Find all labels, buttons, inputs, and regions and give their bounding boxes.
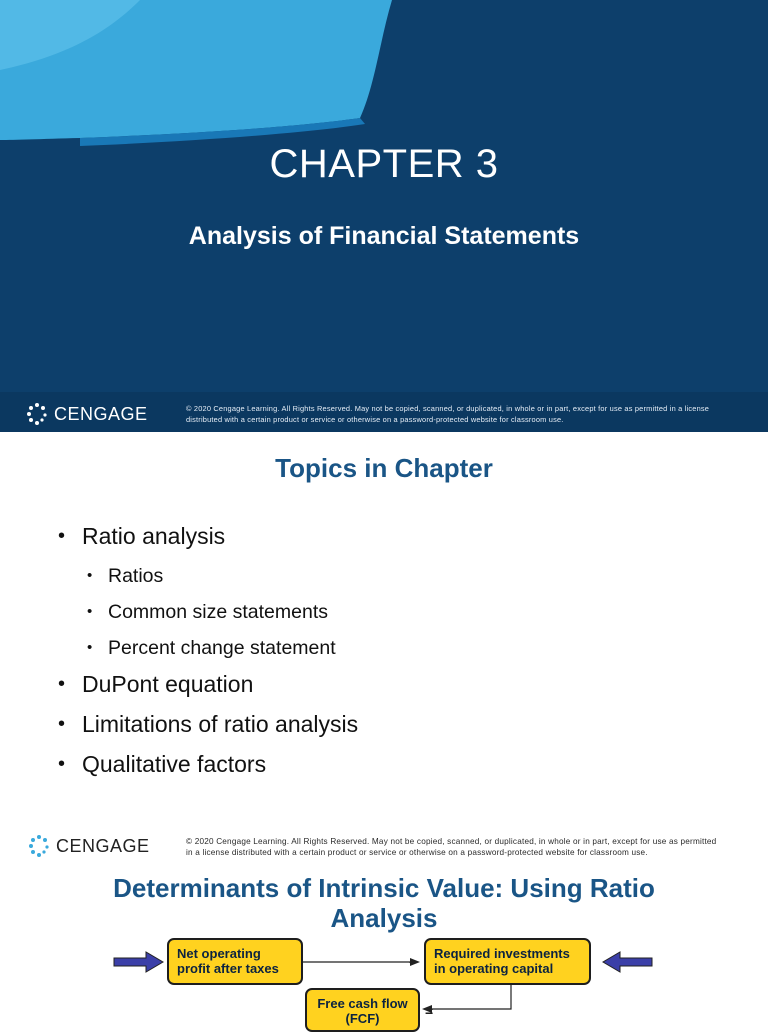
copyright-line-1: © 2020 Cengage Learning. All Rights Reserved. May not be copied, scanned, or duplicated, in whole or in part, except for use as permitted xyxy=(186,837,717,846)
investments-label-line-1: Required investments xyxy=(434,946,570,961)
equals-operator: = xyxy=(425,1003,434,1019)
required-investments-box xyxy=(424,938,591,985)
topic-item: • Qualitative factors xyxy=(56,748,358,788)
fcf-label-line-1: Free cash flow xyxy=(317,996,408,1011)
nopat-box xyxy=(167,938,303,985)
subtopic-item: • Common size statements xyxy=(56,596,358,632)
chapter-title: CHAPTER 3 xyxy=(269,142,499,186)
minus-operator: − xyxy=(409,954,418,970)
right-block-arrow-icon xyxy=(603,952,652,972)
investments-label-line-2: in operating capital xyxy=(434,961,554,976)
topic-item: • Limitations of ratio analysis xyxy=(56,708,358,748)
topics-title: Topics in Chapter xyxy=(275,453,493,483)
intrinsic-value-title: Determinants of Intrinsic Value: Using Ratio Analysis xyxy=(113,873,655,933)
copyright-line-2: distributed with a certain product or service or otherwise on a password-protected website for classroom use. xyxy=(186,415,564,424)
free-cash-flow-box xyxy=(305,988,420,1032)
fcf-label-line-2: (FCF) xyxy=(345,1011,380,1026)
copyright-line-2: in a license distributed with a certain product or service or otherwise on a password-protected website for classroom use. xyxy=(186,848,648,857)
topic-item: • Ratio analysis xyxy=(56,520,358,560)
cengage-wordmark: CENGAGE xyxy=(54,403,148,424)
nopat-label-line-2: profit after taxes xyxy=(177,961,279,976)
copyright-line-1: © 2020 Cengage Learning. All Rights Reserved. May not be copied, scanned, or duplicated, in whole or in part, except for use as permitted in a license xyxy=(186,404,710,413)
nopat-label-line-1: Net operating xyxy=(177,946,261,961)
left-block-arrow-icon xyxy=(114,952,163,972)
topic-item: • DuPont equation xyxy=(56,668,358,708)
cengage-wordmark: CENGAGE xyxy=(56,835,150,856)
subtopic-item: • Percent change statement xyxy=(56,632,358,668)
subtopic-item: • Ratios xyxy=(56,560,358,596)
chapter-subtitle: Analysis of Financial Statements xyxy=(188,222,580,250)
